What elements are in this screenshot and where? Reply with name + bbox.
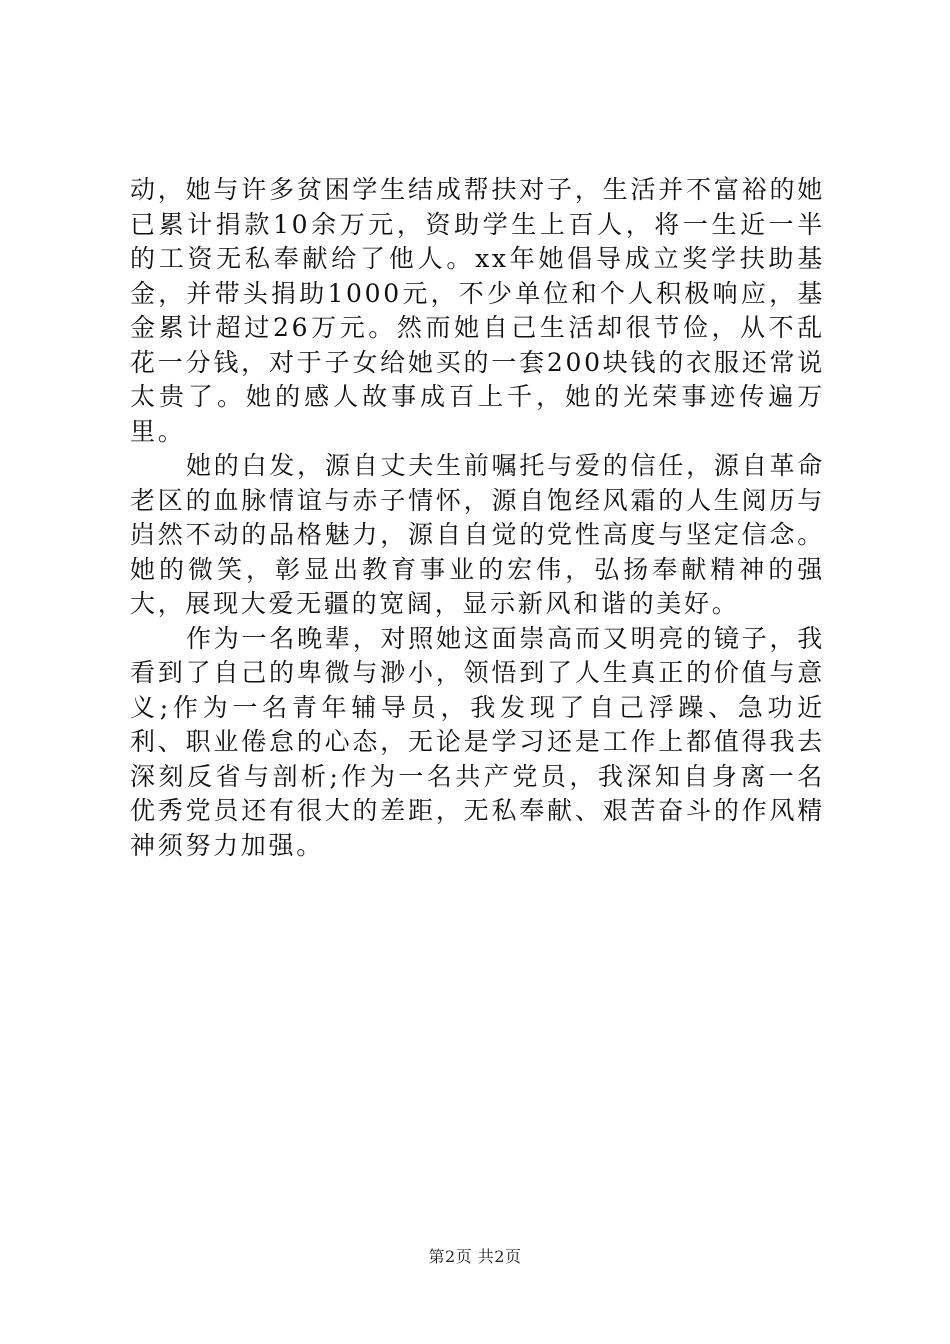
page-footer: 第2页 共2页 — [428, 1247, 522, 1266]
paragraph-continuation: 动，她与许多贫困学生结成帮扶对子，生活并不富裕的她已累计捐款10余万元，资助学生上百人，将一生近一半的工资无私奉献给了他人。xx年她倡导成立奖学扶助基金，并带头捐助1000元，不少单位和个人积极响应，基金累计超过26万元。然而她自己生活却很节俭，从不乱花一分钱，对于子女给她买的一套200块钱的衣服还常说太贵了。她的感人故事成百上千，她的光荣事迹传遍万里。 — [130, 175, 825, 446]
paragraph-white-hair: 她的白发，源自丈夫生前嘱托与爱的信任，源自革命老区的血脉情谊与赤子情怀，源自饱经风霜的人生阅历与岿然不动的品格魅力，源自自觉的党性高度与坚定信念。她的微笑，彰显出教育事业的宏伟，弘扬奉献精神的强大，展现大爱无疆的宽阔，显示新风和谐的美好。 — [130, 451, 825, 618]
paragraph-reflection: 作为一名晚辈，对照她这面崇高而又明亮的镜子，我看到了自己的卑微与渺小，领悟到了人生真正的价值与意义;作为一名青年辅导员，我发现了自己浮躁、急功近利、职业倦怠的心态，无论是学习还是工作上都值得我去深刻反省与剖析;作为一名共产党员，我深知自身离一名优秀党员还有很大的差距，无私奉献、艰苦奋斗的作风精神须努力加强。 — [130, 623, 825, 860]
document-body — [130, 173, 825, 863]
